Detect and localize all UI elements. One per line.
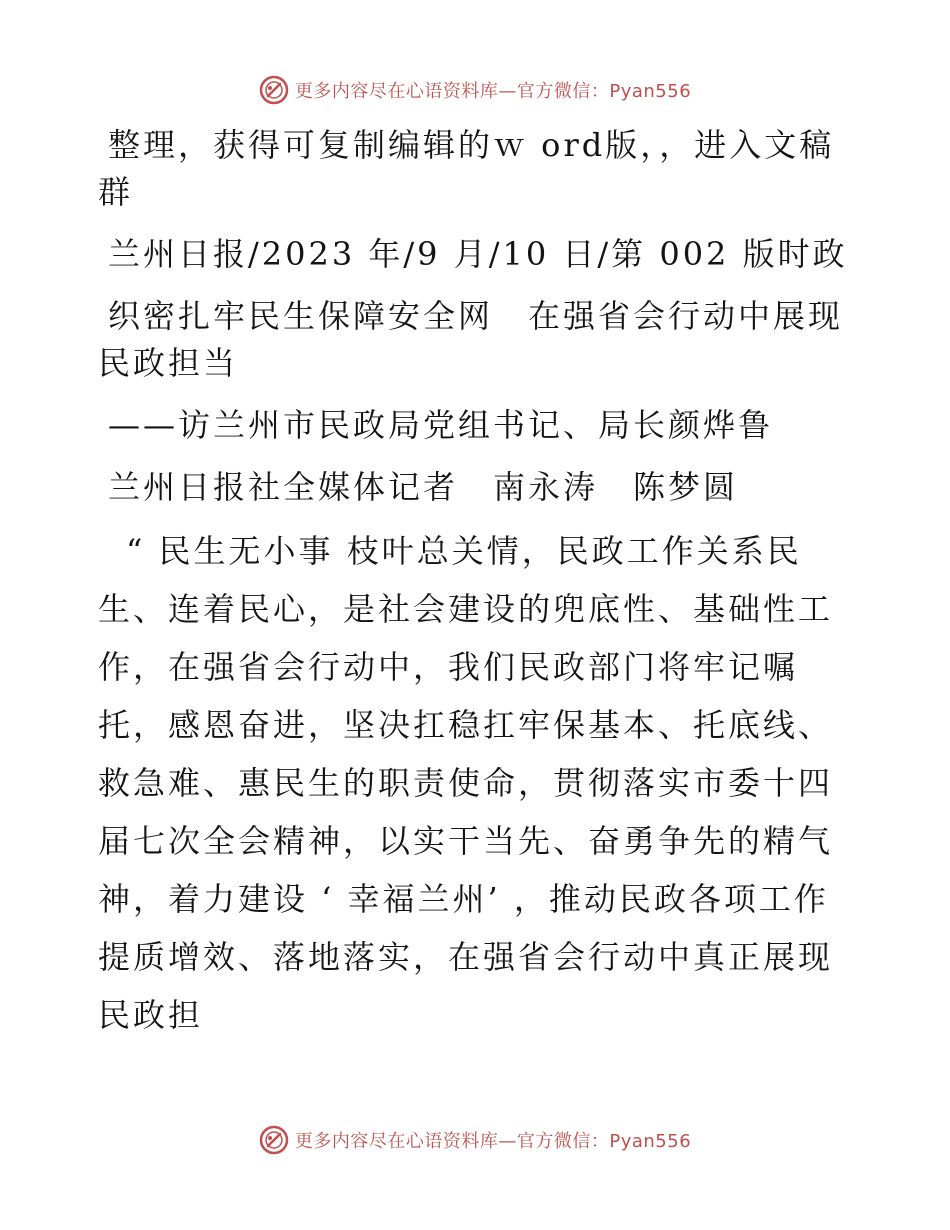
headline: 织密扎牢民生保障安全网 在强省会行动中展现民政担当 bbox=[98, 297, 844, 382]
subtitle: ——访兰州市民政局党组书记、局长颜烨鲁 bbox=[108, 406, 774, 444]
seal-logo-icon bbox=[259, 1125, 289, 1155]
seal-logo-icon bbox=[259, 75, 289, 105]
banner-text: 更多内容尽在心语资料库—官方微信：Pyan556 bbox=[294, 81, 692, 102]
byline: 兰州日报社全媒体记者 南永涛 陈梦圆 bbox=[108, 468, 739, 506]
body-paragraph: “ 民生无小事 枝叶总关情，民政工作关系民生、连着民心，是社会建设的兜底性、基础性工作，在强省会行动中，我们民政部门将牢记嘱托，感恩奋进，坚决扛稳扛牢保基本、托底线、救急难、惠民生的职责使命，贯彻落实市委十四届七次全会精神，以实干当先、奋勇争先的精气神，着力建设 ‘ 幸福兰州’ ，推动民政各项工作提质增效、落地落实，在强省会行动中真正展现民政担 bbox=[98, 532, 834, 1034]
banner-text: 更多内容尽在心语资料库—官方微信：Pyan556 bbox=[294, 1131, 692, 1152]
source-line: 兰州日报/2023 年/9 月/10 日/第 002 版时政 bbox=[108, 235, 848, 273]
document-body bbox=[98, 122, 858, 1059]
intro-paragraph: 整理，获得可复制编辑的ｗ ord版，，进入文稿群 bbox=[98, 126, 835, 211]
footer-banner bbox=[0, 1120, 950, 1160]
header-banner bbox=[0, 70, 950, 110]
